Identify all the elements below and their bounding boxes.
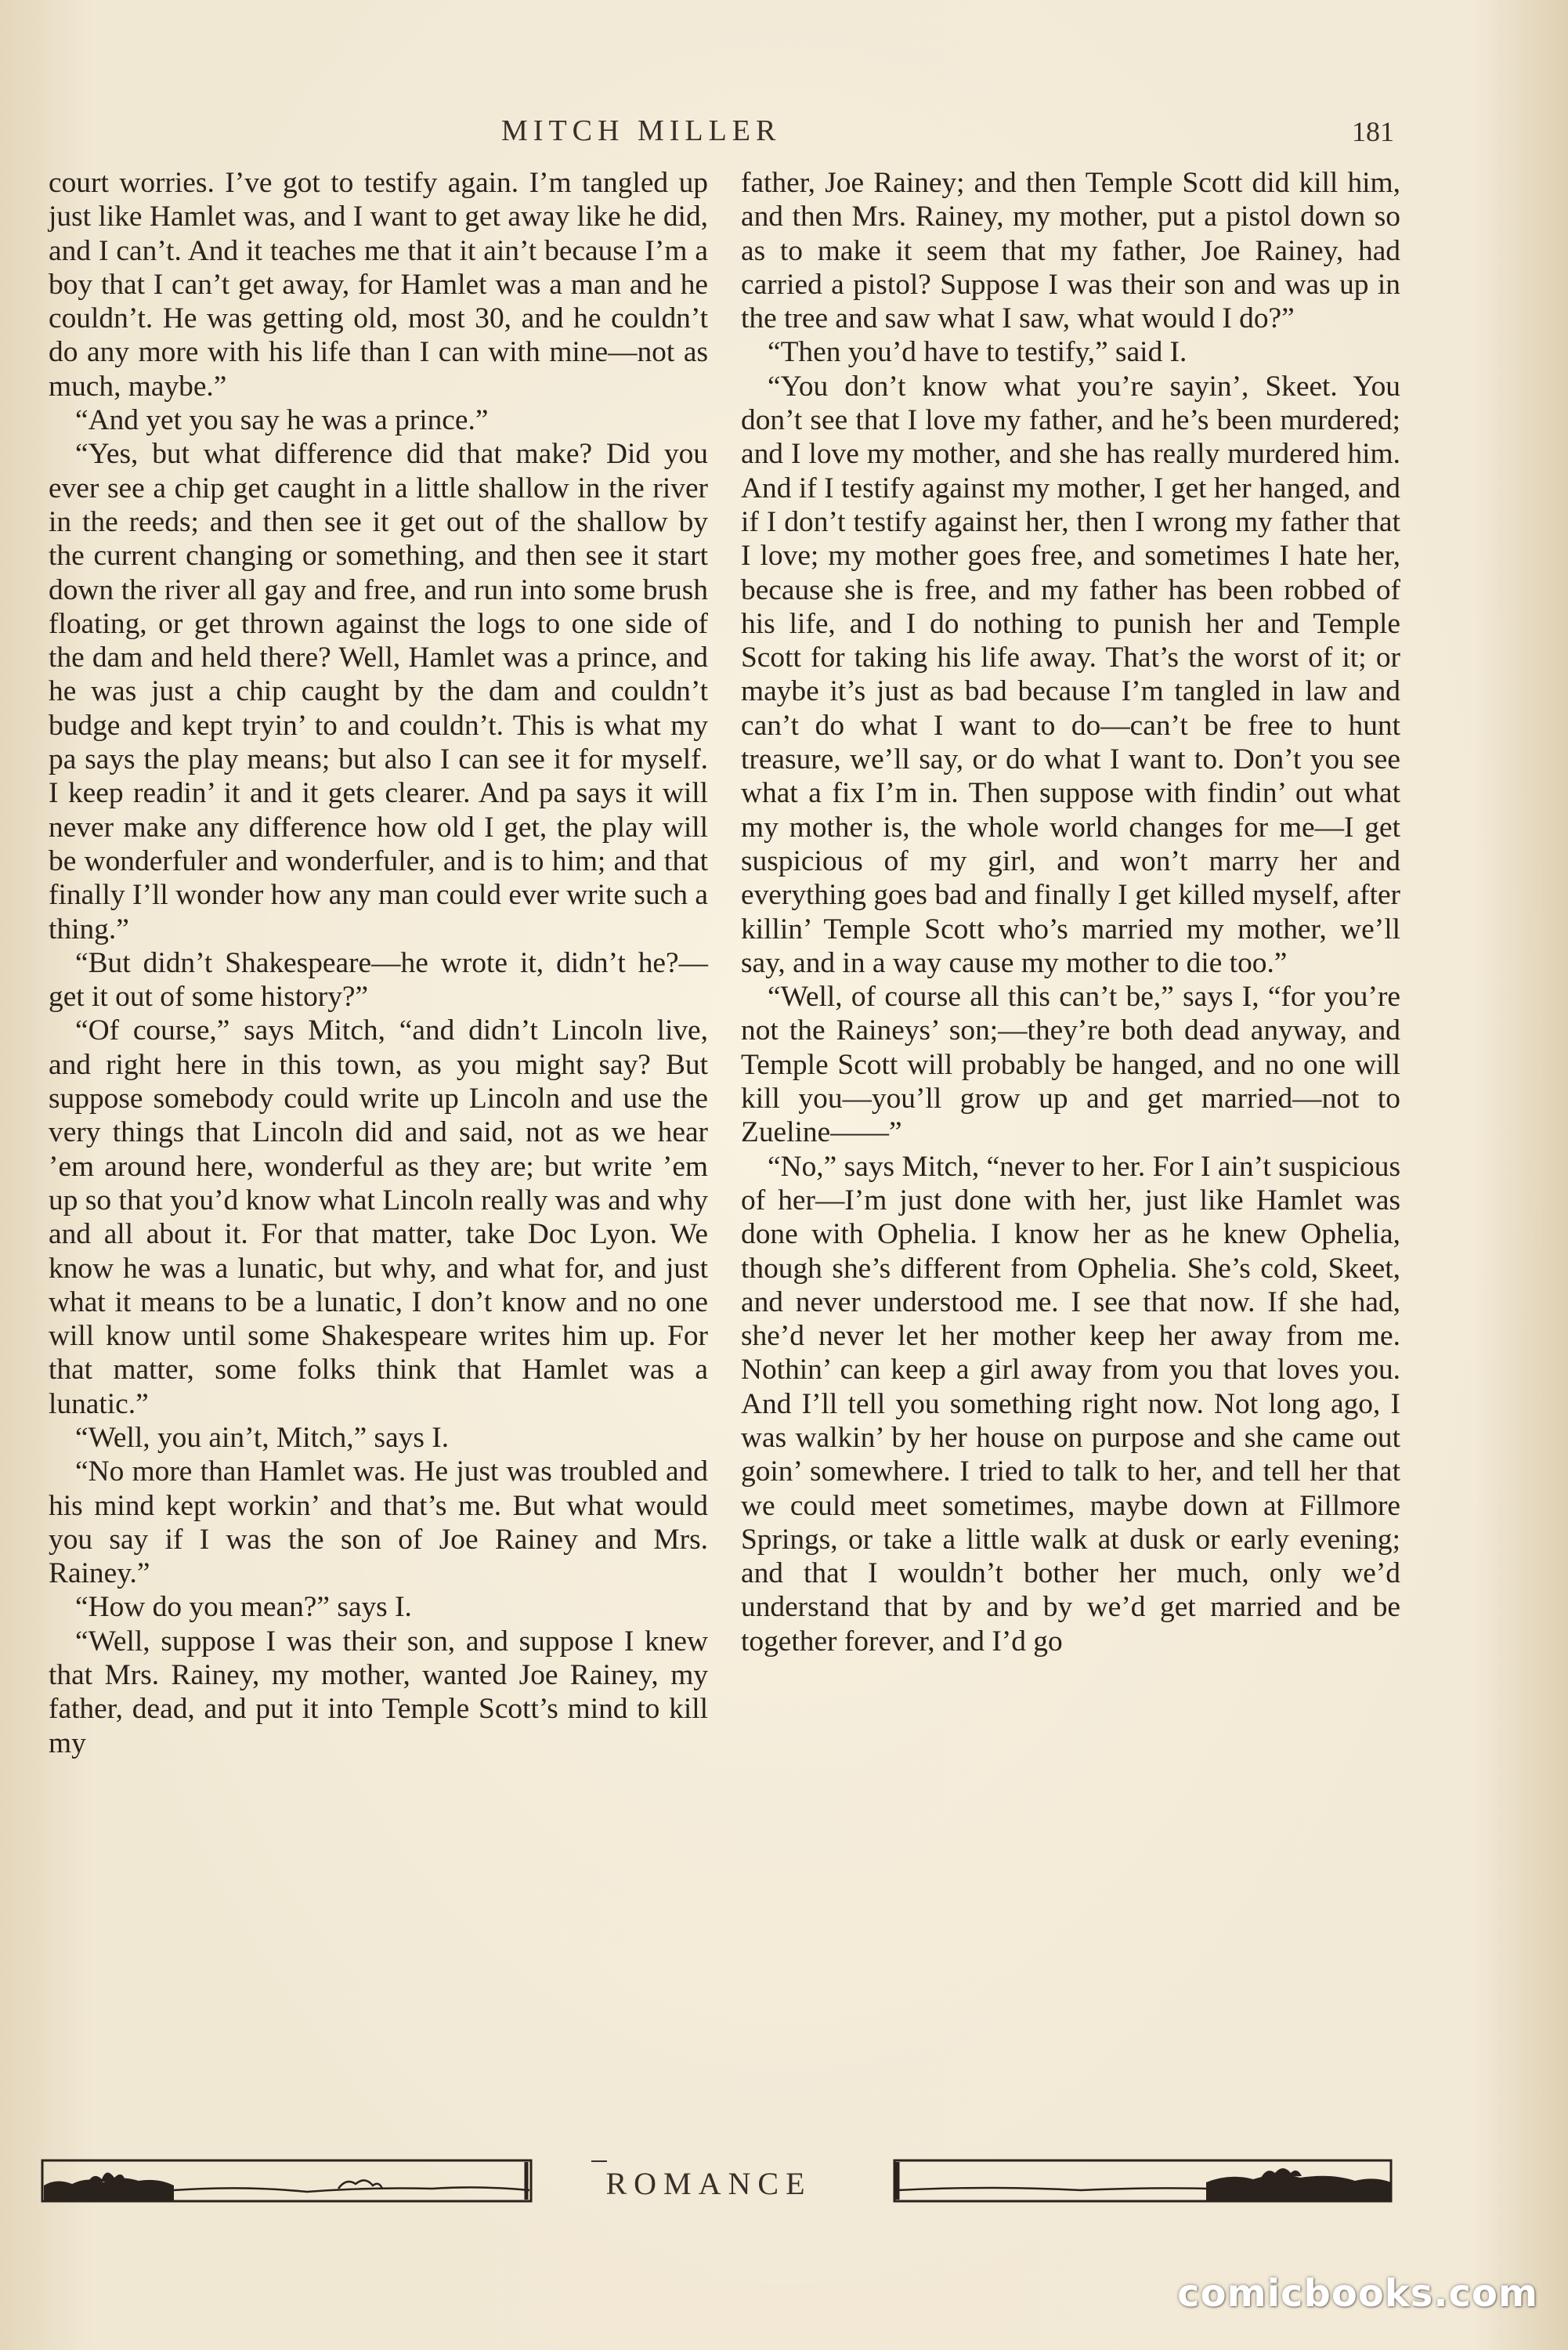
paragraph: “Well, suppose I was their son, and suppose I knew that Mrs. Rainey, my mother, wanted Joe Rainey, my father, dead, and put it into Temple Scott’s mind to kill my [49, 1625, 708, 1759]
paragraph: “But didn’t Shakespeare—he wrote it, didn’t he?—get it out of some history?” [49, 946, 708, 1014]
landscape-ornament-left [41, 2154, 534, 2209]
running-head [0, 114, 1568, 153]
paragraph: “No,” says Mitch, “never to her. For I ain’t suspicious of her—I’m just done with her, just like Hamlet was done with Ophelia. I know her as he knew Ophelia, though she’s different from Ophelia. She’s cold, Skeet, and never understood me. I see that now. If she had, she’d never let her mother keep her away from me. Nothin’ can keep a girl away from you that loves you. And I’ll tell you something right now. Not long ago, I was walkin’ by her house on purpose and she came out goin’ somewhere. I tried to talk to her, and tell her that we could meet sometimes, maybe down at Fillmore Springs, or take a little walk at dusk or early evening; and that I wouldn’t bother her much, only we’d understand that by and by we’d get married and be together forever, and I’d go [741, 1150, 1400, 1658]
paragraph: “Then you’d have to testify,” said I. [768, 336, 1187, 369]
paragraph: “Well, you ain’t, Mitch,” says I. [75, 1421, 450, 1454]
footer-rule [591, 2160, 607, 2162]
paragraph: “And yet you say he was a prince.” [75, 404, 489, 437]
paragraph: “No more than Hamlet was. He just was troubled and his mind kept workin’ and that’s me. But what would you say if I was the son of Joe Rainey and Mrs. Rainey.” [49, 1455, 708, 1590]
magazine-name: ROMANCE [605, 2166, 812, 2201]
landscape-ornament-right [893, 2154, 1394, 2209]
paragraph: court worries. I’ve got to testify again. I’m tangled up just like Hamlet was, and I want to get away like he did, and I can’t. And it teaches me that it ain’t because I’m a boy that I can’t get away, for Hamlet was a man and he couldn’t. He was getting old, most 30, and he couldn’t do any more with his life than I can with mine—not as much, maybe.” [49, 167, 708, 403]
paragraph: “Well, of course all this can’t be,” says I, “for you’re not the Raineys’ son;—they’re both dead anyway, and Temple Scott will probably be hanged, and no one will kill you—you’ll grow up and get married—not to Zueline——” [741, 981, 1400, 1149]
paragraph: “Of course,” says Mitch, “and didn’t Lincoln live, and right here in this town, as you might say? But suppose somebody could write up Lincoln and use the very things that Lincoln did and said, not as we hear ’em around here, wonderful as they are; but write ’em up so that you’d know what Lincoln really was and why and all about it. For that matter, take Doc Lyon. We know he was a lunatic, but why, and what for, and just what it means to be a lunatic, I don’t know and no one will know until some Shakespeare writes him up. For that matter, some folks think that Hamlet was a lunatic.” [49, 1014, 708, 1420]
paragraph: father, Joe Rainey; and then Temple Scott did kill him, and then Mrs. Rainey, my mother, put a pistol down so as to make it seem that my father, Joe Rainey, had carried a pistol? Suppose I was their son and was up in the tree and saw what I saw, what would I do?” [741, 167, 1400, 335]
running-title: MITCH MILLER [501, 114, 782, 147]
paragraph: “You don’t know what you’re sayin’, Skeet. You don’t see that I love my father, and he’s been murdered; and I love my mother, and she has really murdered him. And if I testify against my mother, I get her hanged, and if I don’t testify against her, then I wrong my father that I love; my mother goes free, and sometimes I hate her, because she is free, and my father has been robbed of his life, and I do nothing to punish her and Temple Scott for taking his life away. That’s the worst of it; or maybe it’s just as bad because I’m tangled in law and can’t do what I want to do—can’t be free to hunt treasure, we’ll say, or do what I want to. Don’t you see what a fix I’m in. Then suppose with findin’ out what my mother is, the whole world changes for me—I get suspicious of my girl, and won’t marry her and everything goes bad and finally I get killed myself, after killin’ Temple Scott who’s married my mother, we’ll say, and in a way cause my mother to die too.” [741, 370, 1400, 979]
left-text-column [49, 166, 708, 1760]
page-footer [0, 2154, 1568, 2217]
source-watermark: comicbooks.com [1177, 2272, 1538, 2316]
paragraph: “Yes, but what difference did that make? Did you ever see a chip get caught in a little shallow in the river in the reeds; and then see it get out of the shallow by the current changing or something, and then see it start down the river all gay and free, and run into some brush floating, or get thrown against the logs to one side of the dam and held there? Well, Hamlet was a prince, and he was just a chip caught by the dam and couldn’t budge and kept tryin’ to and couldn’t. This is what my pa says the play means; but also I can see it for myself. I keep readin’ it and it gets clearer. And pa says it will never make any difference how old I get, the play will be wonderfuler and wonderfuler, and is to him; and that finally I’ll wonder how any man could ever write such a thing.” [49, 438, 708, 945]
right-text-column [741, 166, 1400, 1658]
paragraph: “How do you mean?” says I. [75, 1591, 412, 1624]
page-number: 181 [1352, 116, 1394, 147]
